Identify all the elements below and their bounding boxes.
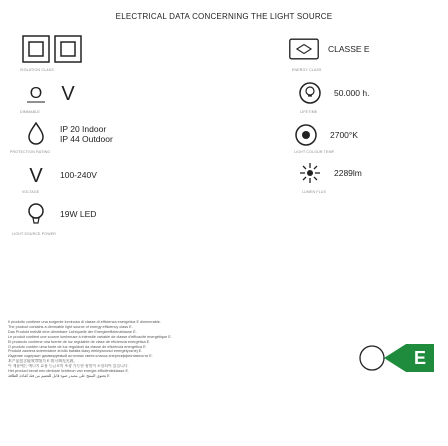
lumen-flux-icon — [294, 160, 326, 186]
lamp-outline-icon — [360, 346, 384, 370]
notice-line: Das Produkt enthält eine dimmbare Lichtquelle der Energieeffizienzklasse E. — [8, 329, 137, 334]
lifetime-caption: LIFETIME — [300, 110, 318, 114]
voltage-caption: VOLTAGE — [22, 190, 40, 194]
color-temp-spec — [290, 122, 358, 148]
energy-label — [356, 334, 436, 387]
energy-class-caption: ENERGY CLASS — [292, 68, 322, 72]
energy-label-icon — [288, 34, 320, 64]
color-temp-icon — [290, 122, 322, 148]
protection-caption: PROTECTION RATING — [10, 150, 51, 154]
voltage-spec — [20, 160, 97, 190]
energy-class-spec — [288, 34, 370, 64]
lumen-flux-caption: LUMEN FLUX — [302, 190, 327, 194]
voltage-icon — [20, 160, 52, 190]
dimmable-spec — [20, 78, 84, 108]
notice-line: The product contains a dimmable light source of energy efficiency class E. — [8, 324, 133, 329]
power-caption: LIGHT SOURCE POWER — [12, 232, 56, 236]
protection-drop-icon — [20, 120, 52, 148]
page-heading: ELECTRICAL DATA CONCERNING THE LIGHT SOURCE — [115, 12, 333, 21]
dimmable-caption: DIMMABLE — [20, 110, 40, 114]
isolation-class-caption: ISOLATION CLASS — [20, 68, 54, 72]
energy-class-value: CLASSE E — [328, 44, 370, 54]
lumen-flux-value: 2289lm — [334, 168, 362, 178]
bulb-icon — [20, 200, 52, 228]
notice-line: El producto contiene una fuente de luz regulable de clase de eficiencia energética E. — [8, 339, 151, 344]
double-insulation-icon — [52, 34, 84, 64]
lifetime-bulb-icon — [294, 80, 326, 106]
isolation-class-icon — [20, 34, 52, 64]
notice-line: Het product bevat een dimbare lichtbron van energie-efficiëntieklasse E. — [8, 369, 130, 374]
notice-line: O produto contém uma fonte de luz regulável da classe de eficiência energética E. — [8, 344, 147, 349]
protection-values — [60, 124, 113, 144]
svg-text:V: V — [61, 83, 75, 105]
protection-spec — [20, 120, 113, 148]
light-source-power-spec — [20, 200, 96, 228]
lumen-flux-spec — [294, 160, 362, 186]
energy-notice — [8, 320, 348, 410]
ip-outdoor-value: IP 44 Outdoor — [60, 134, 113, 144]
notice-line: 本产品包含能效等级为 E 的可调光光源。 — [8, 359, 78, 364]
svg-text:V: V — [29, 165, 43, 187]
energy-letter: E — [413, 348, 427, 368]
notice-line: 이 제품에는 에너지 효율 등급 E의 조광 가능한 광원이 포함되어 있습니다. — [8, 364, 129, 369]
lifetime-value: 50.000 h. — [334, 88, 370, 98]
ip-indoor-value: IP 20 Indoor — [60, 124, 107, 134]
notice-line: Le produit contient une source lumineuse à intensité variable de classe d'efficacité énergétique E. — [8, 334, 172, 339]
voltage-value: 100-240V — [60, 170, 97, 180]
dimmable-icon — [20, 78, 52, 108]
isolation-class-spec — [20, 34, 84, 64]
energy-arrow-shape — [384, 344, 434, 372]
color-temp-value: 2700°K — [330, 130, 358, 140]
svg-text:O: O — [29, 85, 43, 102]
power-value: 19W LED — [60, 209, 97, 219]
notice-line: Il prodotto contiene una sorgente luminosa di classe di efficienza energetica E dimmerable. — [8, 320, 161, 324]
notice-line: يحتوي المنتج على مصدر ضوء قابل للتعتيم من فئة كفاءة الطاقة E — [8, 373, 110, 378]
notice-line: Produkt zawiera ściemnialne źródło światła klasy efektywności energetycznej E. — [8, 349, 143, 354]
voltage-v-icon — [52, 78, 84, 108]
lifetime-spec — [294, 80, 369, 106]
notice-line: Изделие содержит диммируемый источник света класса энергоэффективности E. — [8, 354, 153, 359]
color-temp-caption: LIGHT COLOUR TEMP. — [294, 150, 335, 154]
